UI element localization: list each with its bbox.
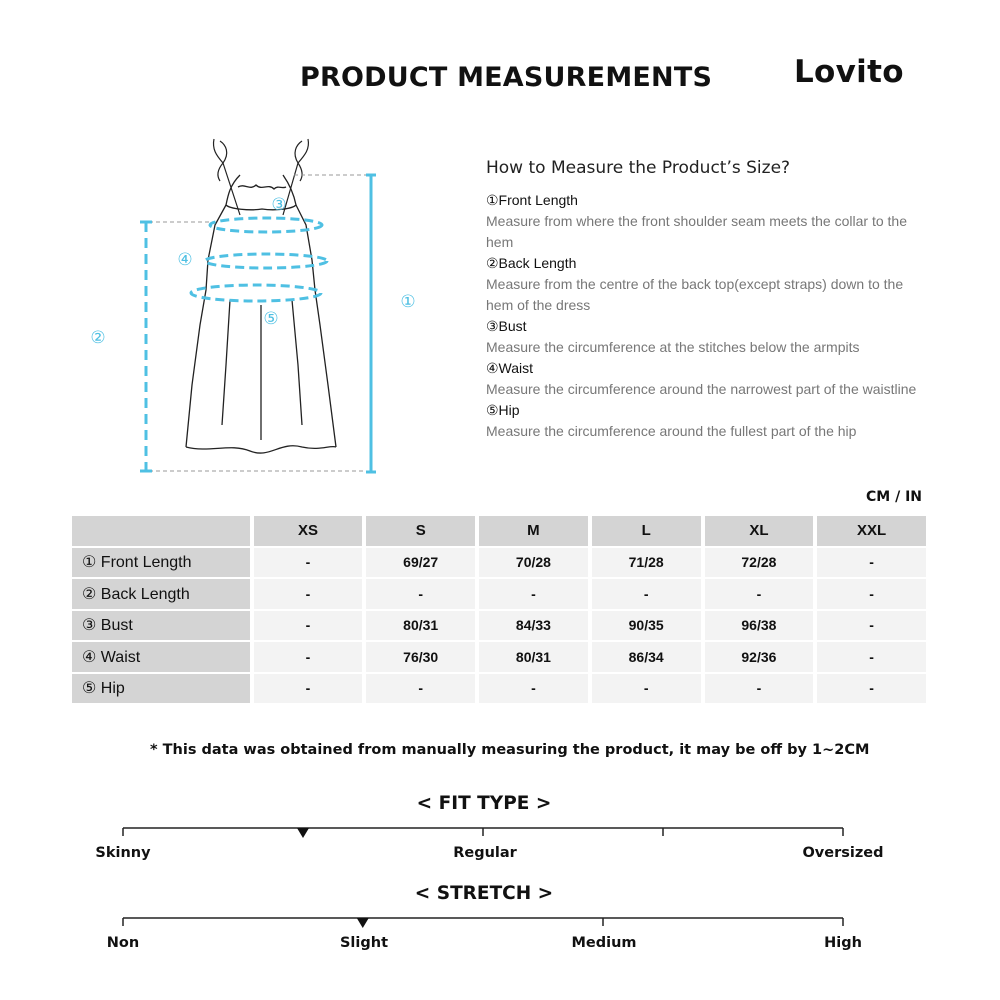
table-cell: - <box>817 579 926 609</box>
table-row <box>72 579 926 609</box>
howto-item-title: ④Waist <box>486 360 534 376</box>
dress-measurement-diagram <box>80 125 440 485</box>
howto-item-desc: Measure the circumference around the fullest part of the hip <box>486 423 857 439</box>
dress-outline <box>186 175 336 453</box>
stretch-indicator-icon <box>357 918 369 928</box>
table-cell: 72/28 <box>705 548 814 578</box>
page-title: PRODUCT MEASUREMENTS <box>300 62 713 93</box>
how-to-measure <box>486 158 926 442</box>
row-label: ⑤ Hip <box>72 674 250 704</box>
stretch-label-non: Non <box>106 935 140 951</box>
stretch-label-high: High <box>824 935 862 951</box>
table-cell: 69/27 <box>366 548 475 578</box>
waist-line <box>205 254 327 268</box>
table-cell: - <box>254 579 363 609</box>
howto-item-desc: Measure from where the front shoulder seam meets the collar to the hem <box>486 213 907 250</box>
howto-item-back-length <box>486 253 926 316</box>
measurement-disclaimer: * This data was obtained from manually measuring the product, it may be off by 1~2CM <box>150 742 870 758</box>
row-label: ② Back Length <box>72 579 250 609</box>
howto-item-title: ⑤Hip <box>486 402 520 418</box>
table-cell: - <box>479 674 588 704</box>
table-cell: - <box>479 579 588 609</box>
table-cell: 96/38 <box>705 611 814 641</box>
howto-heading: How to Measure the Product’s Size? <box>486 158 791 178</box>
hip-line <box>191 285 321 301</box>
table-cell: 80/31 <box>479 642 588 672</box>
table-cell: - <box>817 642 926 672</box>
table-cell: - <box>366 579 475 609</box>
table-cell: - <box>817 548 926 578</box>
row-label: ① Front Length <box>72 548 250 578</box>
howto-item-bust <box>486 316 926 358</box>
table-row <box>72 642 926 672</box>
table-row <box>72 674 926 704</box>
fit-indicator-icon <box>297 828 309 838</box>
howto-item-title: ③Bust <box>486 318 527 334</box>
fit-label-skinny: Skinny <box>95 845 151 861</box>
back-length-line <box>140 222 152 471</box>
table-header-cell: XS <box>254 516 363 546</box>
howto-item-title: ①Front Length <box>486 192 578 208</box>
howto-item-hip <box>486 400 926 442</box>
table-cell: - <box>817 674 926 704</box>
table-row <box>72 611 926 641</box>
table-cell: 80/31 <box>366 611 475 641</box>
units-label: CM / IN <box>866 489 922 505</box>
howto-item-desc: Measure from the centre of the back top(except straps) down to the hem of the dress <box>486 276 904 313</box>
stretch-label-slight: Slight <box>339 935 389 951</box>
front-length-line <box>366 175 376 472</box>
fit-label-regular: Regular <box>453 845 517 861</box>
table-cell: 70/28 <box>479 548 588 578</box>
table-cell: - <box>705 579 814 609</box>
howto-item-desc: Measure the circumference around the narrowest part of the waistline <box>486 381 917 397</box>
measure-guides <box>142 175 378 471</box>
table-header-cell: S <box>366 516 475 546</box>
table-cell: 84/33 <box>479 611 588 641</box>
table-row <box>72 548 926 578</box>
table-cell: - <box>592 674 701 704</box>
circumference-lines <box>191 218 327 301</box>
table-header-cell: L <box>592 516 701 546</box>
marker-bust: ③ <box>271 195 287 215</box>
howto-item-front-length <box>486 190 926 253</box>
size-table <box>72 516 926 705</box>
dress-straps <box>213 139 308 215</box>
howto-item-desc: Measure the circumference at the stitches below the armpits <box>486 339 860 355</box>
table-cell: - <box>705 674 814 704</box>
table-header-cell <box>72 516 250 546</box>
stretch-label-medium: Medium <box>571 935 637 951</box>
table-header-cell: M <box>479 516 588 546</box>
table-cell: - <box>366 674 475 704</box>
table-header-cell: XL <box>705 516 814 546</box>
table-cell: - <box>254 674 363 704</box>
row-label: ③ Bust <box>72 611 250 641</box>
table-cell: - <box>254 611 363 641</box>
table-cell: - <box>817 611 926 641</box>
brand-logo: Lovito <box>794 54 904 90</box>
table-cell: - <box>254 642 363 672</box>
table-cell: 90/35 <box>592 611 701 641</box>
fit-label-oversized: Oversized <box>802 845 884 861</box>
table-cell: 71/28 <box>592 548 701 578</box>
stretch-title: < STRETCH > <box>414 883 554 904</box>
marker-hip: ⑤ <box>263 309 279 329</box>
marker-front-length: ① <box>400 292 416 312</box>
marker-back-length: ② <box>90 328 106 348</box>
fit-type-title: < FIT TYPE > <box>416 793 552 814</box>
howto-item-waist <box>486 358 926 400</box>
marker-waist: ④ <box>177 250 193 270</box>
bust-line <box>210 218 322 232</box>
table-cell: 76/30 <box>366 642 475 672</box>
table-cell: 86/34 <box>592 642 701 672</box>
table-cell: 92/36 <box>705 642 814 672</box>
table-cell: - <box>254 548 363 578</box>
howto-item-title: ②Back Length <box>486 255 577 271</box>
table-header-cell: XXL <box>817 516 926 546</box>
table-header-row <box>72 516 926 546</box>
table-cell: - <box>592 579 701 609</box>
row-label: ④ Waist <box>72 642 250 672</box>
